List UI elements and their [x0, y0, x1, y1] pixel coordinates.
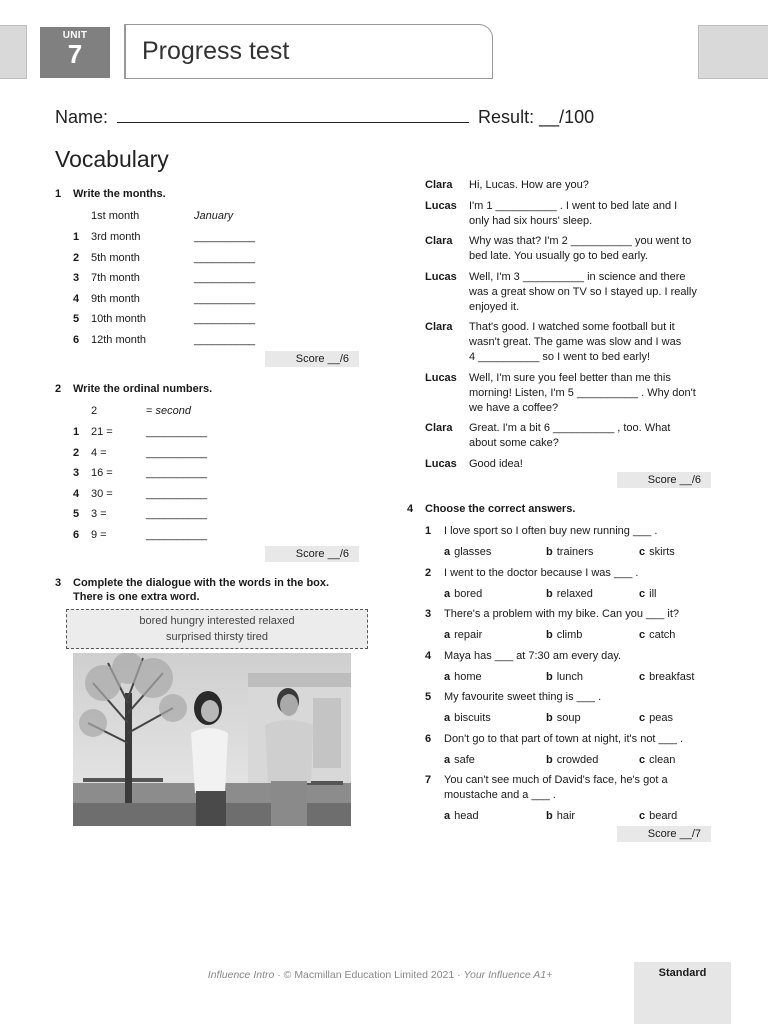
q4-item-number: 3 [425, 608, 432, 620]
q4-item-number: 1 [425, 525, 432, 537]
q4-option-c[interactable] [639, 753, 675, 767]
option-text: relaxed [556, 587, 593, 600]
q2-item-blank[interactable]: __________ [146, 508, 208, 521]
q2-item-blank[interactable]: __________ [146, 446, 208, 459]
option-text: peas [649, 712, 673, 724]
q4-question-text: moustache and a ___ . [444, 789, 556, 801]
q1-item-term: 7th month [91, 272, 140, 285]
option-text: crowded [556, 753, 599, 766]
q1-item-blank[interactable]: __________ [194, 334, 256, 346]
q2-score: Score __/6 [265, 546, 359, 562]
option-text: catch [649, 629, 676, 641]
q4-option-a[interactable] [444, 670, 482, 684]
dialogue-line: Hi, Lucas. How are you? [469, 179, 589, 191]
q3-score: Score __/6 [617, 472, 711, 488]
footer [150, 969, 610, 981]
q1-item-number: 1 [73, 231, 80, 243]
dialogue-line: I'm 1 __________ . I went to bed late and I [469, 199, 678, 212]
q4-question-text: I love sport so I often buy new running ___ . [444, 525, 658, 537]
option-text: repair [454, 629, 483, 641]
word-box-line2: surprised thirsty tired [165, 631, 269, 643]
unit-label: UNIT [62, 30, 88, 41]
q1-item-number: 6 [73, 334, 80, 346]
q1-number: 1 [55, 188, 62, 200]
option-letter: c [639, 753, 646, 766]
option-text: biscuits [454, 712, 491, 724]
q1-item-number: 3 [73, 272, 80, 285]
q1-item-blank[interactable]: __________ [194, 231, 256, 243]
q1-item-term: 3rd month [91, 231, 141, 243]
q2-instruction: Write the ordinal numbers. [73, 383, 213, 395]
q2-item-number: 1 [73, 426, 80, 438]
q2-item-number: 6 [73, 529, 80, 541]
dialogue-line: Great. I'm a bit 6 __________ , too. What [469, 422, 671, 434]
q4-option-c[interactable] [639, 670, 694, 684]
q2-example-term: 2 [91, 405, 98, 417]
q3-number: 3 [55, 577, 62, 589]
option-letter: c [639, 546, 646, 558]
name-line[interactable] [117, 106, 469, 123]
q2-example-prefix: = [146, 405, 156, 417]
option-text: breakfast [649, 670, 695, 683]
option-letter: b [546, 753, 553, 766]
q2-item-term: 4 = [91, 446, 107, 459]
option-letter: a [444, 587, 451, 600]
q2-item-blank[interactable]: __________ [146, 529, 208, 541]
option-letter: a [444, 546, 451, 558]
photo-illustration [73, 653, 351, 826]
q4-option-b[interactable] [546, 711, 581, 725]
unit-badge [40, 27, 110, 78]
q1-example-answer: January [194, 210, 234, 222]
option-letter: b [546, 587, 553, 600]
option-text: glasses [454, 546, 492, 558]
q2-item-blank[interactable]: __________ [146, 467, 208, 480]
name-label: Name: [55, 107, 109, 127]
q3-instruction-line2: There is one extra word. [73, 591, 200, 603]
dialogue-line: morning! Listen, I'm 5 __________ . Why don't [469, 386, 696, 399]
q4-option-b[interactable] [546, 670, 583, 684]
q4-option-c[interactable] [639, 587, 656, 601]
q1-item-blank[interactable]: __________ [194, 292, 256, 305]
q4-option-b[interactable] [546, 809, 575, 823]
q1-item-blank[interactable]: __________ [194, 251, 256, 264]
q2-item-number: 5 [73, 508, 80, 521]
q4-option-a[interactable] [444, 809, 479, 823]
option-letter: a [444, 670, 451, 683]
option-letter: a [444, 753, 451, 766]
dialogue-speaker: Clara [425, 179, 453, 191]
option-text: safe [454, 753, 475, 766]
q1-item-number: 2 [73, 251, 80, 264]
option-letter: b [546, 629, 553, 641]
dialogue-speaker: Lucas [425, 270, 457, 283]
option-text: bored [454, 587, 483, 600]
dialogue-line: Good idea! [469, 457, 523, 470]
q2-item-number: 3 [73, 467, 80, 480]
q2-example-answer-wrap [146, 404, 191, 418]
q4-option-b[interactable] [546, 587, 593, 601]
section-title: Vocabulary [55, 146, 169, 172]
option-letter: b [546, 670, 553, 683]
q2-item-term: 9 = [91, 529, 107, 541]
q2-example-answer: second [155, 405, 191, 417]
footer-part3: Your Influence A1+ [463, 969, 553, 981]
option-letter: a [444, 712, 451, 724]
q2-item-term: 21 = [91, 426, 113, 438]
q2-item-number: 2 [73, 446, 80, 459]
word-box [66, 609, 368, 649]
level-box: Standard [634, 962, 731, 1024]
q1-instruction: Write the months. [73, 188, 166, 200]
q4-option-a[interactable] [444, 587, 482, 601]
q1-item-term: 10th month [91, 313, 147, 326]
option-letter: c [639, 629, 646, 641]
q4-option-a[interactable] [444, 753, 475, 767]
option-text: trainers [556, 546, 594, 558]
dialogue-speaker: Clara [425, 235, 453, 247]
q4-question-text: Don't go to that part of town at night, it's not ___ . [444, 732, 684, 745]
q2-item-term: 30 = [91, 487, 113, 500]
q3-instruction-line1: Complete the dialogue with the words in the box. [73, 577, 330, 589]
q4-item-number: 5 [425, 691, 432, 703]
q4-instruction: Choose the correct answers. [425, 503, 576, 515]
footer-part2: · © Macmillan Education Limited 2021 · [274, 969, 464, 981]
dialogue-line: Well, I'm sure you feel better than me this [469, 371, 671, 384]
q4-option-c[interactable] [639, 711, 673, 725]
q2-item-term: 3 = [91, 508, 107, 521]
q1-item-term: 9th month [91, 292, 140, 305]
q4-option-a[interactable] [444, 628, 482, 642]
option-letter: b [546, 546, 553, 558]
result-label: Result: __/100 [478, 107, 595, 127]
option-letter: a [444, 810, 451, 822]
footer-part1: Influence Intro [207, 969, 275, 981]
dialogue-line: That's good. I watched some football but it [469, 321, 675, 333]
name-row [55, 106, 615, 128]
option-text: beard [649, 810, 678, 822]
unit-number: 7 [67, 39, 83, 69]
option-text: skirts [649, 546, 675, 558]
option-text: home [454, 670, 482, 683]
q4-number: 4 [407, 503, 414, 515]
dialogue-line: only had six hours' sleep. [469, 214, 593, 227]
dialogue-speaker: Clara [425, 321, 453, 333]
option-letter: c [639, 670, 646, 683]
option-text: head [454, 810, 479, 822]
dialogue-line: was a great show on TV so I stayed up. I really [469, 285, 697, 298]
dialogue-line: enjoyed it. [469, 300, 520, 313]
q1-item-term: 5th month [91, 251, 140, 264]
dialogue-speaker: Lucas [425, 371, 457, 384]
option-text: soup [556, 712, 581, 724]
left-edge-tab [0, 25, 27, 79]
dialogue-line: we have a coffee? [469, 401, 559, 414]
q4-option-b[interactable] [546, 545, 593, 559]
q1-item-number: 4 [73, 292, 80, 305]
page-title: Progress test [142, 37, 290, 65]
q4-question-text: Maya has ___ at 7:30 am every day. [444, 649, 622, 662]
q4-option-c[interactable] [639, 545, 675, 559]
dialogue-line: wasn't great. The game was slow and I was [469, 336, 682, 348]
q2-number: 2 [55, 383, 62, 395]
option-text: hair [556, 810, 576, 822]
q1-item-number: 5 [73, 313, 80, 326]
q1-item-blank[interactable]: __________ [194, 272, 256, 285]
q4-option-c[interactable] [639, 809, 677, 823]
dialogue-speaker: Clara [425, 422, 453, 434]
dialogue-line: Well, I'm 3 __________ in science and there [469, 270, 686, 283]
q4-item-number: 6 [425, 732, 432, 745]
q4-option-c[interactable] [639, 628, 675, 642]
dialogue-speaker: Lucas [425, 199, 457, 212]
dialogue-photo [73, 653, 351, 826]
q1-item-term: 12th month [91, 334, 147, 346]
q4-item-number: 4 [425, 649, 432, 662]
dialogue-line: Why was that? I'm 2 __________ you went to [469, 235, 692, 247]
q4-question-text: My favourite sweet thing is ___ . [444, 691, 602, 703]
q1-example-term: 1st month [91, 210, 140, 222]
q2-item-term: 16 = [91, 467, 113, 480]
q2-item-blank[interactable]: __________ [146, 487, 208, 500]
q2-item-blank[interactable]: __________ [146, 426, 208, 438]
option-letter: b [546, 712, 553, 724]
dialogue-line: about some cake? [469, 437, 559, 449]
q4-option-b[interactable] [546, 753, 598, 767]
q2-item-number: 4 [73, 487, 80, 500]
option-text: lunch [556, 670, 584, 683]
q4-question-text: There's a problem with my bike. Can you ___ it? [444, 608, 680, 620]
q4-option-a[interactable] [444, 711, 491, 725]
option-letter: c [639, 810, 646, 822]
dialogue-line: bed late. You usually go to bed early. [469, 250, 648, 262]
right-edge-tab [698, 25, 768, 79]
q1-score: Score __/6 [265, 351, 359, 367]
q4-item-number: 2 [425, 566, 432, 579]
q4-option-b[interactable] [546, 628, 582, 642]
q4-question-text: I went to the doctor because I was ___ . [444, 566, 639, 579]
option-letter: b [546, 810, 553, 822]
option-text: clean [649, 753, 676, 766]
title-box [124, 24, 493, 79]
q4-score: Score __/7 [617, 826, 711, 842]
q4-item-number: 7 [425, 774, 432, 786]
option-letter: a [444, 629, 451, 641]
q4-question-text: You can't see much of David's face, he's got a [444, 774, 668, 786]
option-letter: c [639, 712, 646, 724]
q1-item-blank[interactable]: __________ [194, 313, 256, 326]
option-text: climb [556, 629, 583, 641]
q4-option-a[interactable] [444, 545, 491, 559]
option-letter: c [639, 587, 646, 600]
dialogue-speaker: Lucas [425, 457, 457, 470]
dialogue-line: 4 __________ so I went to bed early! [469, 351, 651, 363]
word-box-line1: bored hungry interested relaxed [139, 615, 295, 627]
option-text: ill [649, 587, 657, 600]
